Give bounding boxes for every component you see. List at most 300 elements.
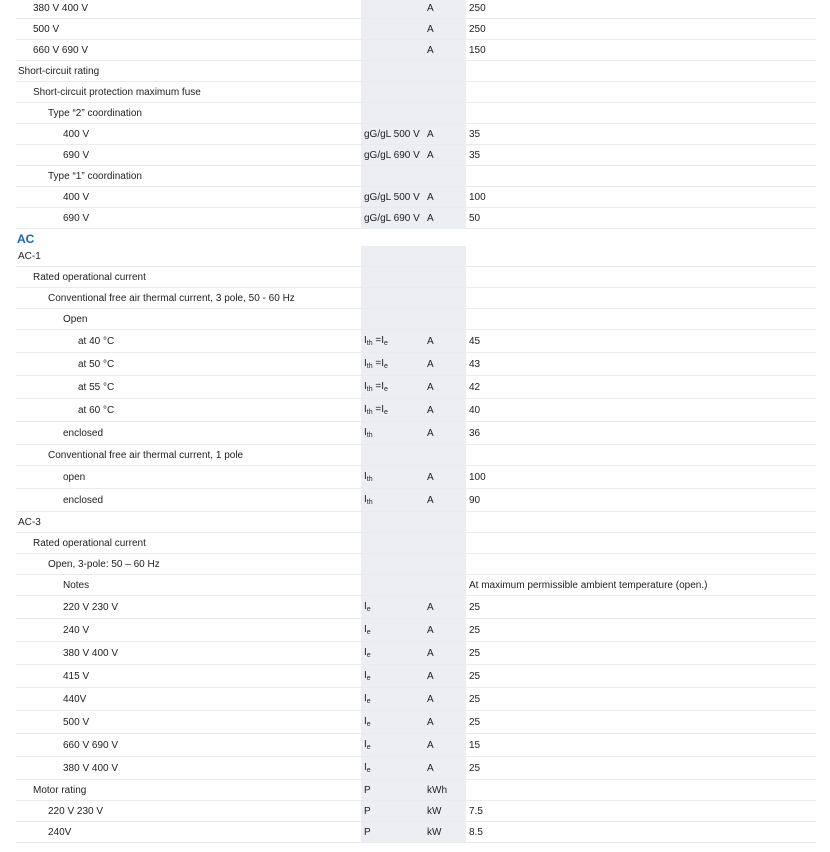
row-symbol [361,330,425,352]
symbol-base: I [381,404,385,415]
row-label-text: at 60 °C [78,404,115,416]
unit-text: A [427,23,434,35]
symbol-base: I [364,739,367,750]
row-symbol [361,575,425,595]
row-unit [425,665,466,687]
row-label [18,575,89,595]
spec-row [16,512,816,533]
value-text: 35 [469,128,481,140]
symbol-equals: = [372,335,382,346]
unit-text: A [427,670,434,682]
row-label-text: 660 V 690 V [33,44,89,56]
row-label-text: Rated operational current [33,271,146,283]
row-symbol [361,619,425,641]
row-label-text: 500 V [63,716,90,728]
symbol-formula [364,647,371,659]
spec-row [16,399,816,422]
symbol-formula [364,670,371,682]
row-unit [425,124,466,144]
row-symbol [361,596,425,618]
row-symbol [361,145,425,165]
row-symbol [361,665,425,687]
spec-row [16,711,816,734]
symbol-subscript: e [366,744,371,751]
row-symbol [361,711,425,733]
spec-row [16,780,816,801]
row-value [466,780,469,800]
row-label [18,61,99,81]
row-value [466,533,469,553]
row-label [18,166,142,186]
symbol-formula [364,624,371,636]
symbol-text: gG/gL 500 V [364,191,420,203]
spec-row [16,422,816,445]
row-label-text: 400 V [63,128,90,140]
spec-row [16,734,816,757]
row-symbol [361,19,425,39]
symbol-base: I [381,358,385,369]
symbol-text: gG/gL 690 V [364,212,420,224]
symbol-formula [364,381,388,393]
symbol-base: I [364,601,367,612]
symbol-base: I [364,716,367,727]
row-symbol [361,512,425,532]
symbol-formula [364,762,371,774]
row-symbol [361,103,425,123]
row-symbol [361,822,425,842]
symbol-base: I [381,381,385,392]
row-unit [425,554,466,574]
unit-text: A [427,739,434,751]
unit-text: A [427,716,434,728]
value-text: 43 [469,358,481,370]
symbol-base: I [364,647,367,658]
symbol-subscript: e [366,652,371,659]
spec-row [16,124,816,145]
row-value [466,665,480,687]
row-symbol [361,208,425,228]
row-value [466,619,480,641]
row-symbol [361,642,425,664]
symbol-formula [364,335,388,347]
spec-row [16,19,816,40]
unit-text: A [427,601,434,613]
row-label-text: 440V [63,693,87,705]
row-label [18,267,146,287]
row-label-text: Type “2” coordination [48,107,142,119]
symbol-formula [364,471,373,483]
row-value [466,512,469,532]
row-label [18,103,142,123]
row-value [466,822,483,842]
spec-row [16,353,816,376]
row-label-text: at 55 °C [78,381,115,393]
row-unit [425,288,466,308]
symbol-subscript: th [366,499,373,506]
row-label-text: Rated operational current [33,537,146,549]
row-label-text: 690 V [63,212,90,224]
unit-text: A [427,762,434,774]
row-label-text: at 50 °C [78,358,115,370]
spec-table [16,0,816,229]
symbol-formula [364,427,373,439]
row-value [466,801,483,821]
symbol-base: I [364,494,367,505]
value-text: 25 [469,647,481,659]
spec-table [16,246,816,843]
row-symbol [361,82,425,102]
row-value [466,166,469,186]
spec-row [16,208,816,229]
row-value [466,353,480,375]
row-unit [425,466,466,488]
symbol-subscript: th [366,432,373,439]
symbol-base: I [364,762,367,773]
unit-text: A [427,624,434,636]
row-symbol [361,166,425,186]
symbol-formula [364,716,371,728]
row-label-text: Conventional free air thermal current, 3 pole, 50 - 60 Hz [48,292,295,304]
row-label [18,124,89,144]
row-symbol [361,801,425,821]
symbol-base: I [364,624,367,635]
row-value [466,734,480,756]
row-value [466,40,486,60]
unit-text: A [427,2,434,14]
row-label [18,466,85,488]
symbol-base: I [381,335,385,346]
spec-row [16,619,816,642]
spec-row [16,665,816,688]
symbol-subscript: e [366,721,371,728]
row-value [466,267,469,287]
row-label-text: 380 V 400 V [63,762,119,774]
row-unit [425,103,466,123]
row-label-text: 690 V [63,149,90,161]
symbol-formula [364,358,388,370]
unit-text: kW [427,826,442,838]
row-label [18,19,59,39]
symbol-base: I [364,358,367,369]
unit-text: A [427,335,434,347]
unit-text: A [427,404,434,416]
value-text: 36 [469,427,481,439]
value-text: 7.5 [469,805,483,817]
row-label [18,688,86,710]
row-unit [425,353,466,375]
row-value [466,124,480,144]
value-text: 15 [469,739,481,751]
row-unit [425,575,466,595]
unit-text: A [427,149,434,161]
row-label-text: at 40 °C [78,335,115,347]
value-text: 100 [469,471,486,483]
spec-row [16,533,816,554]
unit-text: A [427,381,434,393]
spec-row [16,466,816,489]
row-label [18,642,118,664]
row-label [18,619,89,641]
row-unit [425,61,466,81]
row-symbol [361,0,425,18]
row-unit [425,619,466,641]
row-unit [425,489,466,511]
row-unit [425,512,466,532]
row-unit [425,801,466,821]
row-symbol [361,466,425,488]
spec-row [16,596,816,619]
symbol-text: gG/gL 690 V [364,149,420,161]
row-unit [425,246,466,266]
row-label [18,399,114,421]
spec-row [16,61,816,82]
row-symbol [361,757,425,779]
spec-row [16,554,816,575]
row-label-text: 220 V 230 V [63,601,119,613]
symbol-subscript: e [366,606,371,613]
value-text: 40 [469,404,481,416]
symbol-equals: = [372,381,382,392]
spec-row [16,246,816,267]
row-label [18,665,89,687]
value-text: 45 [469,335,481,347]
spec-row [16,288,816,309]
row-value [466,208,480,228]
symbol-subscript: e [366,767,371,774]
value-text: 25 [469,670,481,682]
value-text: At maximum permissible ambient temperature (open.) [469,579,708,591]
row-value [466,19,486,39]
symbol-text: P [364,826,371,838]
value-text: 25 [469,601,481,613]
row-label-text: open [63,471,86,483]
row-label-text: Short-circuit rating [18,65,100,77]
row-symbol [361,554,425,574]
row-label-text: Conventional free air thermal current, 1 pole [48,449,244,461]
spec-row [16,642,816,665]
row-value [466,376,480,398]
row-unit [425,19,466,39]
unit-text: kWh [427,784,447,796]
row-value [466,688,480,710]
symbol-base: I [364,381,367,392]
unit-text: A [427,191,434,203]
row-label [18,82,201,102]
unit-text: A [427,358,434,370]
value-text: 25 [469,693,481,705]
row-value [466,103,469,123]
symbol-base: I [364,693,367,704]
symbol-base: I [364,670,367,681]
row-label [18,353,114,375]
unit-text: A [427,212,434,224]
row-unit [425,376,466,398]
symbol-formula [364,601,371,613]
row-label [18,757,118,779]
section-heading: AC [17,232,35,246]
row-unit [425,399,466,421]
row-symbol [361,376,425,398]
row-unit [425,208,466,228]
symbol-subscript: e [366,675,371,682]
row-label [18,711,89,733]
row-label [18,309,87,329]
row-value [466,187,486,207]
row-label [18,533,146,553]
row-value [466,309,469,329]
row-value [466,0,486,18]
row-unit [425,688,466,710]
spec-row [16,40,816,61]
value-text: 25 [469,624,481,636]
row-value [466,445,469,465]
row-symbol [361,422,425,444]
symbol-subscript: th [366,409,373,416]
symbol-subscript: e [384,340,388,347]
row-value [466,489,480,511]
row-symbol [361,40,425,60]
row-label [18,445,243,465]
spec-row [16,267,816,288]
row-value [466,422,480,444]
row-unit [425,734,466,756]
row-label-text: AC-3 [18,516,41,528]
unit-text: A [427,494,434,506]
row-symbol [361,267,425,287]
spec-row [16,330,816,353]
row-symbol [361,288,425,308]
row-symbol [361,445,425,465]
spec-row [16,757,816,780]
row-label [18,801,103,821]
symbol-formula [364,739,371,751]
row-symbol [361,399,425,421]
unit-text: A [427,693,434,705]
spec-row [16,376,816,399]
symbol-subscript: th [366,340,373,347]
symbol-subscript: e [366,629,371,636]
row-label [18,288,295,308]
row-label [18,40,88,60]
unit-text: A [427,427,434,439]
symbol-equals: = [372,358,382,369]
symbol-subscript: e [384,386,388,393]
row-label-text: Open, 3-pole: 50 – 60 Hz [48,558,160,570]
symbol-subscript: th [366,363,373,370]
row-unit [425,187,466,207]
row-symbol [361,187,425,207]
row-unit [425,267,466,287]
row-unit [425,642,466,664]
row-value [466,288,469,308]
row-label [18,734,118,756]
symbol-text: P [364,784,371,796]
row-label-text: Type “1” coordination [48,170,142,182]
row-unit [425,145,466,165]
symbol-subscript: e [384,409,388,416]
value-text: 35 [469,149,481,161]
unit-text: A [427,471,434,483]
row-value [466,82,469,102]
row-value [466,330,480,352]
spec-row [16,82,816,103]
value-text: 250 [469,23,486,35]
row-value [466,145,480,165]
symbol-base: I [364,471,367,482]
row-label-text: 400 V [63,191,90,203]
row-unit [425,757,466,779]
row-unit [425,533,466,553]
spec-row [16,575,816,596]
row-unit [425,0,466,18]
row-label [18,596,118,618]
row-unit [425,596,466,618]
row-label [18,145,89,165]
symbol-text: gG/gL 500 V [364,128,420,140]
row-value [466,246,469,266]
symbol-formula [364,494,373,506]
row-unit [425,711,466,733]
symbol-equals: = [372,404,382,415]
row-label-text: 380 V 400 V [63,647,119,659]
spec-row [16,445,816,466]
unit-text: A [427,44,434,56]
row-label-text: Short-circuit protection maximum fuse [33,86,201,98]
spec-row [16,309,816,330]
spec-row [16,103,816,124]
row-symbol [361,780,425,800]
row-value [466,642,480,664]
spec-row [16,0,816,19]
row-unit [425,309,466,329]
row-label-text: 240 V [63,624,90,636]
unit-text: kW [427,805,442,817]
row-value [466,466,486,488]
row-label [18,489,103,511]
row-symbol [361,309,425,329]
symbol-subscript: th [366,386,373,393]
row-unit [425,40,466,60]
row-symbol [361,688,425,710]
spec-row [16,801,816,822]
row-label-text: Open [63,313,88,325]
spec-row [16,822,816,843]
row-label [18,208,89,228]
row-unit [425,445,466,465]
value-text: 8.5 [469,826,483,838]
row-label-text: 240V [48,826,72,838]
row-unit [425,330,466,352]
row-value [466,596,480,618]
value-text: 42 [469,381,481,393]
spec-row [16,688,816,711]
value-text: 250 [469,2,486,14]
row-label-text: enclosed [63,494,104,506]
row-symbol [361,246,425,266]
row-label-text: 220 V 230 V [48,805,104,817]
row-label-text: 380 V 400 V [33,2,89,14]
row-label-text: 415 V [63,670,90,682]
row-label-text: AC-1 [18,250,41,262]
row-symbol [361,533,425,553]
row-unit [425,822,466,842]
row-value [466,554,469,574]
value-text: 90 [469,494,481,506]
symbol-formula [364,693,371,705]
row-value [466,757,480,779]
row-label-text: Motor rating [33,784,87,796]
row-label-text: 500 V [33,23,60,35]
